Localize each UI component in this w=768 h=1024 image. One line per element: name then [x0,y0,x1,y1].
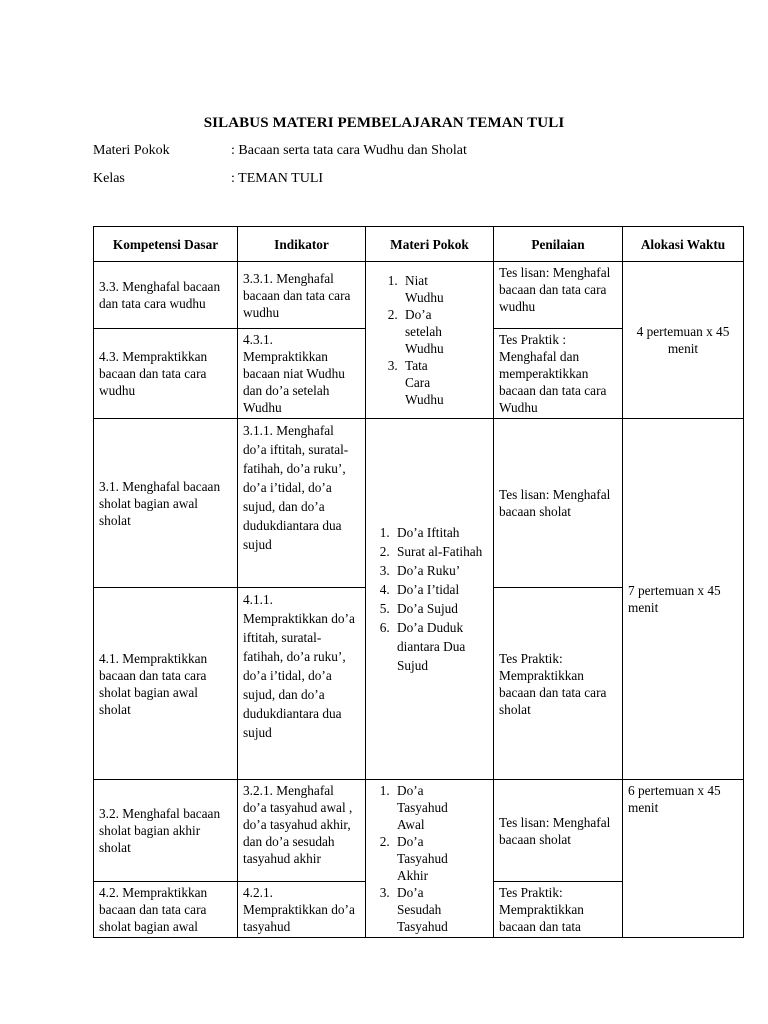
penilaian-cell: Tes Praktik : Menghafal dan memperaktikkan bacaan dan tata cara Wudhu [494,329,623,419]
kd-cell: 3.2. Menghafal bacaan sholat bagian akhir sholat [94,780,238,882]
list-item: 2. Surat al-Fatihah [393,542,488,561]
indikator-cell: 4.3.1. Mempraktikkan bacaan niat Wudhu dan do’a setelah Wudhu [238,329,366,419]
materi-awal-cell [366,419,494,780]
kd-cell: 4.2. Mempraktikkan bacaan dan tata cara sholat bagian awal [94,882,238,938]
materi-list [371,523,488,675]
kd-cell: 3.1. Menghafal bacaan sholat bagian awal sholat [94,419,238,588]
kd-cell: 3.3. Menghafal bacaan dan tata cara wudhu [94,262,238,329]
list-item: 4. Do’a I’tidal [393,580,488,599]
header-indikator: Indikator [238,227,366,262]
list-item: 2. Do’a setelah Wudhu [401,306,451,357]
list-item: 1. Do’a Tasyahud Awal [393,782,453,833]
header-materi-pokok: Materi Pokok [366,227,494,262]
indikator-cell: 3.2.1. Menghafal do’a tasyahud awal , do’a tasyahud akhir, dan do’a sesudah tasyahud akhir [238,780,366,882]
table-row [94,262,744,329]
list-item: 3. Do’a Sesudah Tasyahud [393,884,453,935]
list-item: 1. Niat Wudhu [401,272,451,306]
list-item: 3. Tata Cara Wudhu [401,357,451,408]
syllabus-table [93,226,744,938]
penilaian-cell: Tes Praktik: Mempraktikkan bacaan dan tata cara sholat [494,588,623,780]
materi-list [371,272,488,408]
materi-value: : Bacaan serta tata cara Wudhu dan Sholat [231,143,467,158]
header-alokasi-waktu: Alokasi Waktu [623,227,744,262]
list-item: 5. Do’a Sujud [393,599,488,618]
list-item: 6. Do’a Duduk diantara Dua Sujud [393,618,488,675]
table-row [94,419,744,588]
materi-label: Materi Pokok [93,143,170,158]
indikator-cell: 4.2.1. Mempraktikkan do’a tasyahud [238,882,366,938]
kd-cell: 4.1. Mempraktikkan bacaan dan tata cara sholat bagian awal sholat [94,588,238,780]
list-item: 3. Do’a Ruku’ [393,561,488,580]
header-penilaian: Penilaian [494,227,623,262]
penilaian-cell: Tes Praktik: Mempraktikkan bacaan dan tata [494,882,623,938]
kelas-value: : TEMAN TULI [231,171,324,186]
kd-cell: 4.3. Mempraktikkan bacaan dan tata cara wudhu [94,329,238,419]
materi-akhir-cell [366,780,494,938]
penilaian-cell: Tes lisan: Menghafal bacaan dan tata cara wudhu [494,262,623,329]
kelas-label: Kelas [93,171,125,186]
materi-list [371,782,488,935]
table-row [94,780,744,882]
materi-wudhu-cell [366,262,494,419]
table-header-row [94,227,744,262]
alokasi-wudhu-cell: 4 pertemuan x 45 menit [623,262,744,419]
indikator-cell: 3.1.1. Menghafal do’a iftitah, suratal-fatihah, do’a ruku’, do’a i’tidal, do’a sujud, dan do’a dudukdiantara dua sujud [238,419,366,588]
penilaian-cell: Tes lisan: Menghafal bacaan sholat [494,780,623,882]
header-kompetensi-dasar: Kompetensi Dasar [94,227,238,262]
indikator-cell: 3.3.1. Menghafal bacaan dan tata cara wudhu [238,262,366,329]
indikator-cell: 4.1.1. Mempraktikkan do’a iftitah, suratal-fatihah, do’a ruku’, do’a i’tidal, do’a sujud, dan do’a dudukdiantara dua sujud [238,588,366,780]
alokasi-awal-cell: 7 pertemuan x 45 menit [623,419,744,780]
list-item: 1. Do’a Iftitah [393,523,488,542]
document-title: SILABUS MATERI PEMBELAJARAN TEMAN TULI [203,115,565,131]
penilaian-cell: Tes lisan: Menghafal bacaan sholat [494,419,623,588]
alokasi-akhir-cell: 6 pertemuan x 45 menit [623,780,744,938]
list-item: 2. Do’a Tasyahud Akhir [393,833,453,884]
